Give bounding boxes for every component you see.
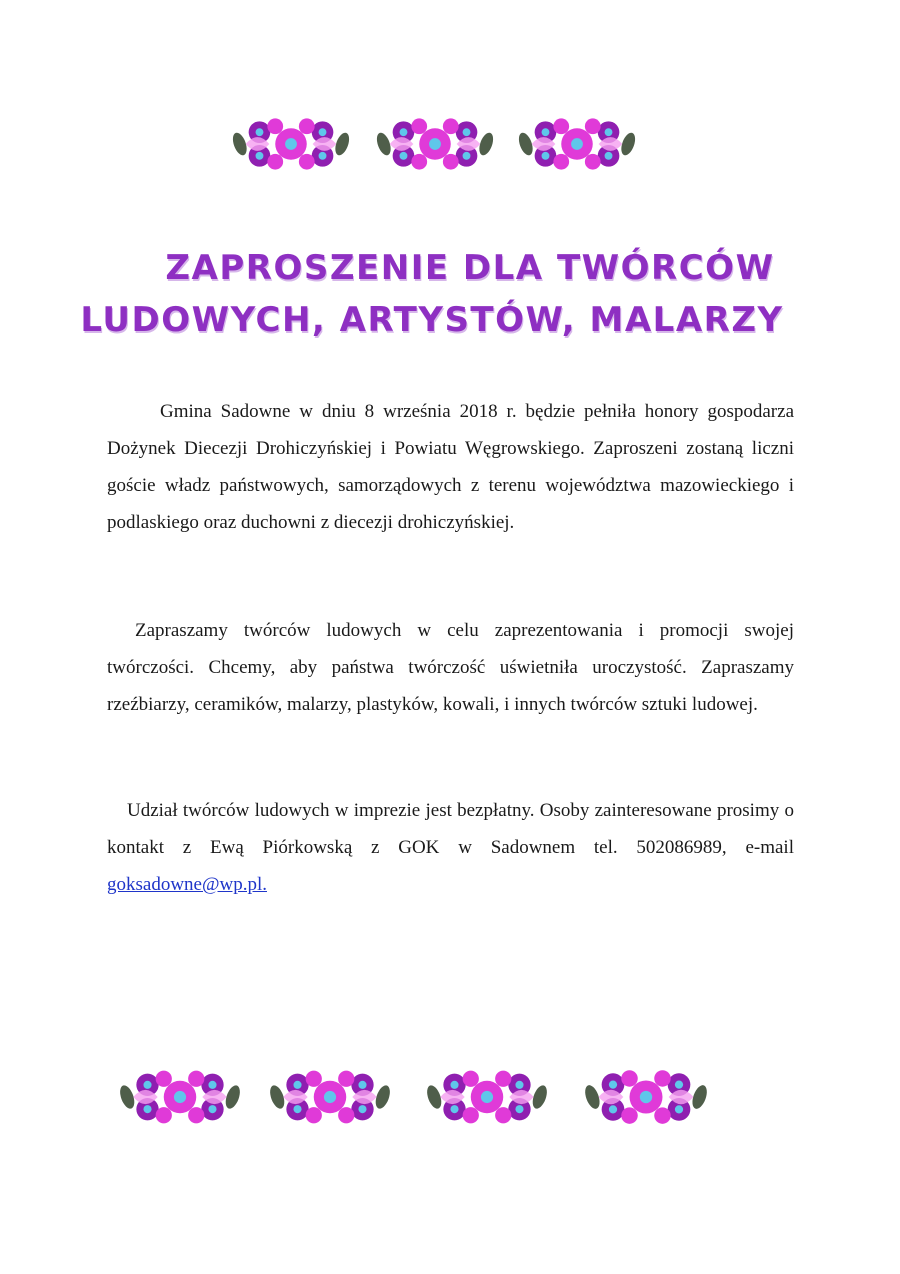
folk-ornament-icon (370, 112, 500, 176)
folk-ornament-icon (573, 1064, 719, 1130)
page-title (0, 242, 900, 346)
email-link[interactable]: goksadowne@wp.pl. (107, 874, 267, 895)
paragraph-intro-text: Gmina Sadowne w dniu 8 września 2018 r. będzie pełniła honory gospodarza Dożynek Diecezji Drohiczyńskiej i Powiatu Węgrowskiego. Zaproszeni zostaną liczni goście władz państwowych, samorządowych z terenu województwa mazowieckiego i podlaskiego oraz duchowni z diecezji drohiczyńskiej. (107, 401, 794, 533)
contact-text: Udział twórców ludowych w imprezie jest bezpłatny. Osoby zainteresowane prosimy o kontakt z Ewą Piórkowską z GOK w Sadownem tel. 502086989, e-mail (107, 800, 794, 858)
folk-ornament-icon (420, 1064, 554, 1130)
title-line-1: ZAPROSZENIE DLA TWÓRCÓW (165, 248, 775, 288)
folk-ornament-icon (226, 112, 356, 176)
title-line-2: LUDOWYCH, ARTYSTÓW, MALARZY (80, 300, 784, 340)
bottom-ornament-row (0, 1064, 900, 1130)
paragraph-contact-text (107, 792, 794, 903)
folk-ornament-icon (113, 1064, 247, 1130)
paragraph-intro (107, 393, 794, 541)
top-ornament-row (0, 112, 900, 176)
folk-ornament-icon (512, 112, 642, 176)
paragraph-contact (107, 792, 794, 903)
paragraph-invitation (107, 612, 794, 723)
paragraph-invitation-text: Zapraszamy twórców ludowych w celu zaprezentowania i promocji swojej twórczości. Chcemy, aby państwa twórczość uświetniła uroczystość. Zapraszamy rzeźbiarzy, ceramików, malarzy, plastyków, kowali, i innych twórców sztuki ludowej. (107, 620, 794, 715)
folk-ornament-icon (263, 1064, 397, 1130)
